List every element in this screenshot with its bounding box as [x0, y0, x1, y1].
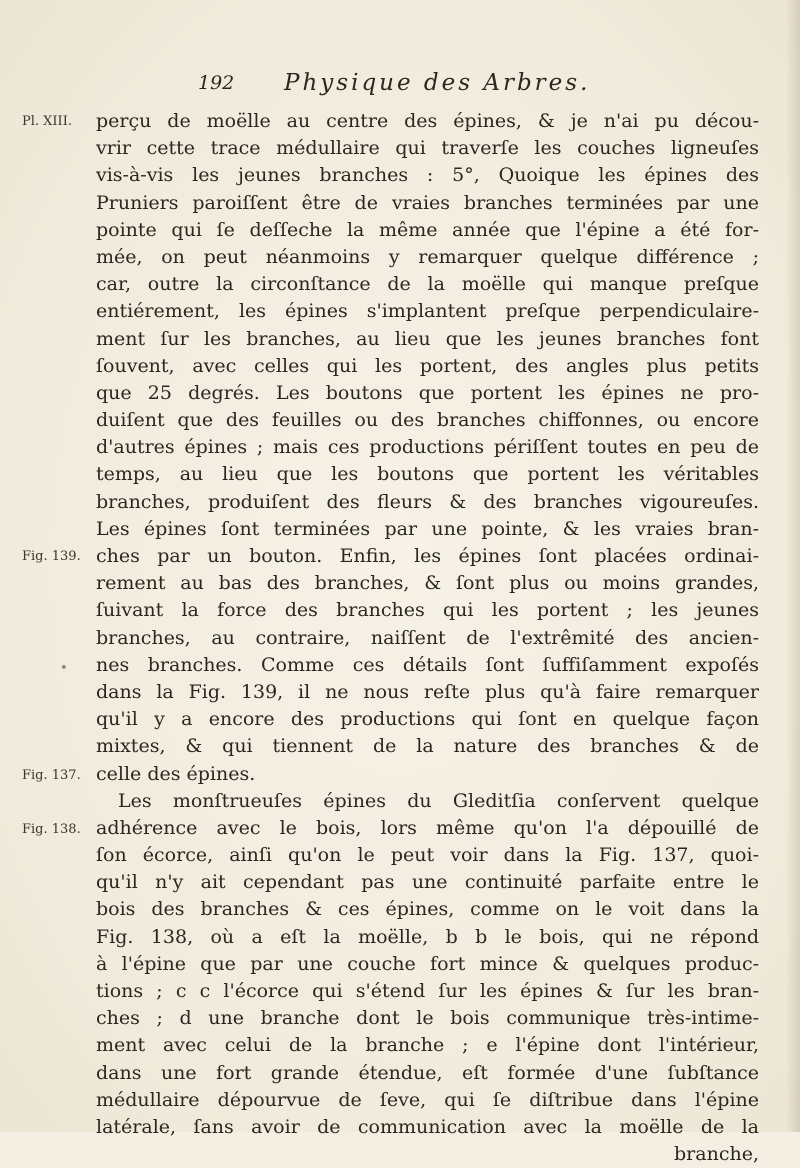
- text-line: ment avec celui de la branche ; e l'épine dont l'intérieur,: [96, 1034, 759, 1057]
- text-line: ches par un bouton. Enfin, les épines ſont placées ordinai-: [96, 545, 759, 567]
- catchword: branche,: [674, 1143, 759, 1166]
- text-line: adhérence avec le bois, lors même qu'on l'a dépouillé de: [96, 816, 759, 839]
- text-line: d'autres épines ; mais ces productions périſſent toutes en peu de: [96, 436, 759, 459]
- text-line: car, outre la circonſtance de la moëlle qui manque preſque: [96, 273, 759, 296]
- margin-note-fig-138: Fig. 138.: [22, 822, 81, 837]
- text-line: bois des branches & ces épines, comme on le voit dans la: [96, 898, 759, 921]
- text-line: Les épines ſont terminées par une pointe, & les vraies bran-: [96, 517, 759, 540]
- text-line: duiſent que des feuilles ou des branches chiffonnes, ou encore: [96, 409, 759, 432]
- text-line: médullaire dépourvue de ſeve, qui ſe diſtribue dans l'épine: [96, 1088, 759, 1111]
- text-line: à l'épine que par une couche fort mince & quelques produc-: [96, 952, 759, 975]
- text-line: ſon écorce, ainſi qu'on le peut voir dans la Fig. 137, quoi-: [96, 844, 759, 867]
- text-line: dans une fort grande étendue, eſt formée d'une ſubſtance: [96, 1061, 759, 1084]
- text-line: pointe qui ſe deſſeche la même année que l'épine a été for-: [96, 218, 759, 241]
- running-title: [284, 70, 590, 96]
- margin-note-plate: Pl. XIII.: [22, 114, 72, 129]
- text-line-paragraph-end: celle des épines.: [96, 762, 256, 785]
- text-line: ches ; d une branche dont le bois communique très-intime-: [96, 1007, 759, 1030]
- text-line: que 25 degrés. Les boutons que portent les épines ne pro-: [96, 381, 759, 404]
- text-line: perçu de moëlle au centre des épines, & je n'ai pu décou-: [96, 110, 759, 132]
- text-line: nes branches. Comme ces détails ſont ſuffiſamment expoſés: [96, 653, 759, 676]
- running-title-word-1: Physique: [284, 70, 414, 96]
- text-line: mixtes, & qui tiennent de la nature des branches & de: [96, 735, 759, 758]
- text-line: vrir cette trace médullaire qui traverſe les couches ligneuſes: [96, 137, 759, 160]
- text-line: dans la Fig. 139, il ne nous reſte plus qu'à faire remarquer: [96, 680, 759, 703]
- text-line: ment ſur les branches, au lieu que les jeunes branches font: [96, 327, 759, 350]
- text-line: rement au bas des branches, & ſont plus ou moins grandes,: [96, 572, 759, 595]
- text-line: ſouvent, avec celles qui les portent, des angles plus petits: [96, 354, 759, 377]
- text-line: qu'il n'y ait cependant pas une continuité parfaite entre le: [96, 871, 759, 894]
- text-line: tions ; c c l'écorce qui s'étend ſur les épines & ſur les bran-: [96, 980, 759, 1002]
- text-line: Fig. 138, où a eſt la moëlle, b b le bois, qui ne répond: [96, 925, 759, 948]
- page-edge-shadow: [786, 0, 800, 1132]
- text-line: mée, on peut néanmoins y remarquer quelque différence ;: [96, 245, 759, 268]
- text-line: entiérement, les épines s'implantent preſque perpendiculaire-: [96, 300, 759, 323]
- body-text: [96, 108, 759, 1168]
- text-line: vis-à-vis les jeunes branches : 5°, Quoique les épines des: [96, 164, 759, 187]
- text-line: ſuivant la force des branches qui les portent ; les jeunes: [96, 599, 759, 622]
- text-line-paragraph-start: Les monſtrueuſes épines du Gleditſia conſervent quelque: [118, 789, 759, 812]
- text-line: qu'il y a encore des productions qui ſont en quelque façon: [96, 708, 759, 731]
- stray-ink-mark: •: [60, 661, 68, 676]
- page-number: 192: [198, 72, 235, 94]
- text-line: latérale, ſans avoir de communication avec la moëlle de la: [96, 1115, 759, 1138]
- text-line: temps, au lieu que les boutons que portent les véritables: [96, 463, 759, 486]
- margin-note-fig-139: Fig. 139.: [22, 549, 81, 564]
- page-header: [198, 70, 758, 100]
- text-line: Pruniers paroiſſent être de vraies branches terminées par une: [96, 191, 759, 214]
- running-title-word-3: Arbres.: [483, 70, 591, 96]
- running-title-word-2: des: [423, 70, 474, 96]
- text-line: branches, au contraire, naiſſent de l'extrêmité des ancien-: [96, 626, 759, 649]
- margin-note-fig-137: Fig. 137.: [22, 768, 81, 783]
- text-line: branches, produiſent des fleurs & des branches vigoureuſes.: [96, 490, 759, 513]
